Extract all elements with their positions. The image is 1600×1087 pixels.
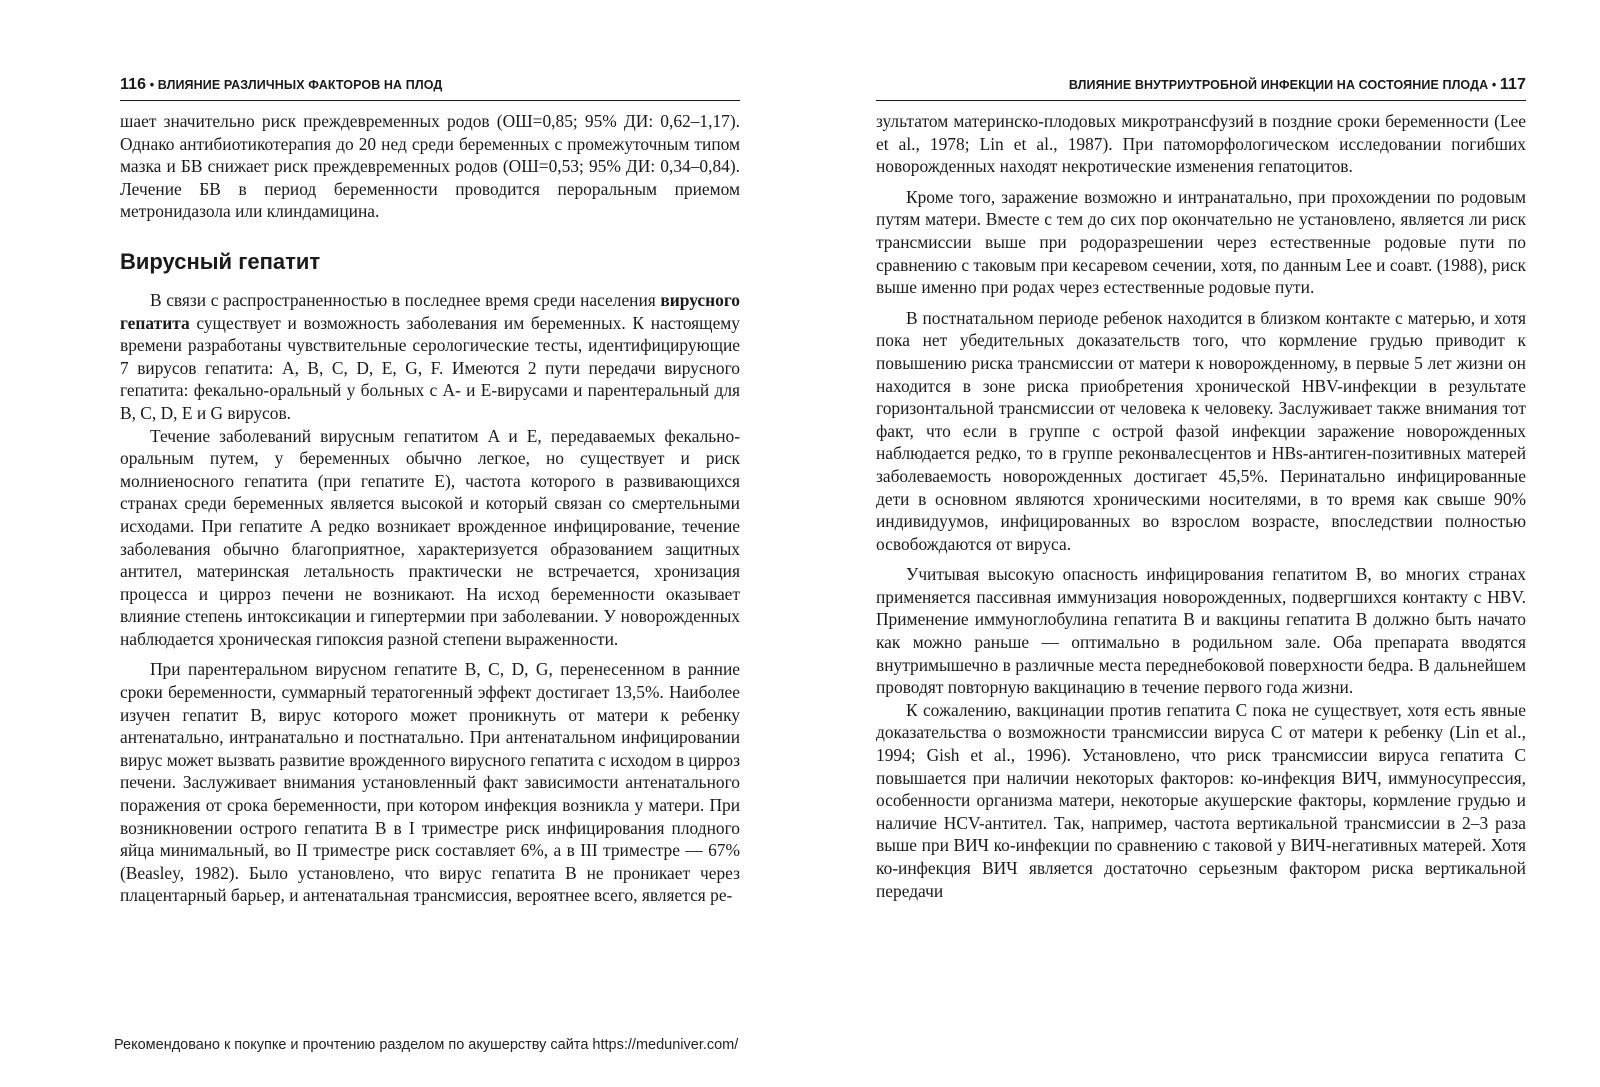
paragraph-postnatal: В постнатальном периоде ребенок находится в близком контакте с матерью, и хотя пока нет убедительных доказательств того, что кормление грудью приводит к повышению риска трансмиссии от матери к новорожденному, в первые 5 лет жизни он находится в зоне риска приобретения хронической HBV-инфекции в результате горизонтальной трансмиссии от человека к человеку. Заслуживает также внимания тот факт, что если в группе с острой фазой инфекции заражение новорожденных наблюдается редко, то в группе реконвалесцентов и HBs-антиген-позитивных матерей заболеваемость новорожденных достигает 45,5%. Перинатально инфицированные дети в основном являются хроническими носителями, в то время как свыше 90% индивидуумов, инфицированных во взрослом возрасте, впоследствии полностью освобождаются от вируса. [876,307,1526,554]
footer-recommendation: Рекомендовано к покупке и прочтению разделом по акушерству сайта https://meduniver.com/ [114,1037,739,1053]
paragraph-continued: шает значительно риск преждевременных родов (ОШ=0,85; 95% ДИ: 0,62–1,17). Однако антибиотикотерапия до 20 нед среди беременных с промежуточным типом мазка и БВ снижает риск преждевременных родов (ОШ=0,53; 95% ДИ: 0,34–0,84). Лечение БВ в период беременности проводится пероральным приемом метронидазола или клиндамицина. [120,111,740,222]
page-number-right: 117 [1499,76,1526,93]
running-head-right [876,76,1526,101]
paragraph-hepatitis-c: К сожалению, вакцинации против гепатита C пока не существует, хотя есть явные доказательства о возможности трансмиссии вируса C от матери к ребенку (Lin et al., 1994; Gish et al., 1996). Установлено, что риск трансмиссии вируса гепатита C повышается при наличии некоторых факторов: ко-инфекция ВИЧ, иммуносупрессия, особенности организма матери, некоторые акушерские факторы, кормление грудью и наличие HCV-антител. Так, например, частота вертикальной трансмиссии в 2–3 раза выше при ВИЧ ко-инфекции по сравнению с таковой у ВИЧ-негативных матерей. Хотя ко-инфекция ВИЧ является достаточно серьезным фактором риска вертикальной передачи [876,699,1526,901]
right-page [876,0,1526,1087]
page-number-left: 116 [120,76,147,93]
section-heading: Вирусный гепатит [120,248,321,274]
running-title-left: ВЛИЯНИЕ РАЗЛИЧНЫХ ФАКТОРОВ НА ПЛОД [157,78,443,92]
section-p1-rest: существует и возможность заболевания им беременных. К настоящему времени разработаны чувствительные серологические тесты, идентифицирующие 7 вирусов гепатита: A, B, C, D, E, G, F. Имеются 2 пути передачи вирусного гепатита: фекально-оральный у больных с A- и E-вирусами и парентеральный для B, C, D, E и G вирусов. [120,312,740,423]
paragraph-immunization: Учитывая высокую опасность инфицирования гепатитом B, во многих странах применяется пассивная иммунизация новорожденных, подвергшихся контакту с HBV. Применение иммуноглобулина гепатита B и вакцины гепатита B должно быть начато как можно раньше — оптимально в родильном зале. Оба препарата вводятся внутримышечно в различные места переднебоковой поверхности бедра. В дальнейшем проводят повторную вакцинацию в течение первого года жизни. [876,564,1526,698]
section-paragraph-2: Течение заболеваний вирусным гепатитом A и E, передаваемых фекально-оральным путем, у беременных обычно легкое, но существует и риск молниеносного гепатита (при гепатите E), частота которого в развивающихся странах среди беременных является высокой и который связан со смертельными исходами. При гепатите A редко возникает врожденное инфицирование, течение заболевания обычно благоприятное, характеризуется образованием защитных антител, материнская летальность практически не встречается, хронизация процесса и цирроз печени не возникают. На исход беременности оказывает влияние степень интоксикации и гипертермии при заболевании. У новорожденных наблюдается хроническая гипоксия разной степени выраженности. [120,425,740,649]
paragraph-intranatal: Кроме того, заражение возможно и интранатально, при прохождении по родовым путям матери. Вместе с тем до сих пор окончательно не установлено, является ли риск трансмиссии выше при родоразрешении через естественные родовые пути по сравнению с таковым при кесаревом сечении, хотя, по данным Lee и соавт. (1988), риск выше именно при родах через естественные родовые пути. [876,186,1526,298]
left-page-body [120,110,740,907]
section-paragraph-3: При парентеральном вирусном гепатите B, C, D, G, перенесенном в ранние сроки беременности, суммарный тератогенный эффект достигает 13,5%. Наиболее изучен гепатит B, вирус которого может проникнуть от матери к ребенку антенатально, интранатально и постнатально. При антенатальном инфицировании вирус может вызвать развитие врожденного вирусного гепатита с исходом в цирроз печени. Заслуживает внимания установленный факт зависимости антенатального поражения от срока беременности, при котором инфекция возникла у матери. При возникновении острого гепатита B в I триместре риск инфицирования плодного яйца минимальный, во II триместре риск составляет 6%, а в III триместре — 67% (Beasley, 1982). Было установлено, что вирус гепатита B не проникает через плацентарный барьер, и антенатальная трансмиссия, вероятнее всего, является ре- [120,659,740,906]
section-paragraph-1 [120,289,740,425]
left-page [120,0,740,1087]
running-title-right: ВЛИЯНИЕ ВНУТРИУТРОБНОЙ ИНФЕКЦИИ НА СОСТОЯНИЕ ПЛОДА [1068,78,1489,92]
right-page-body [876,110,1526,902]
paragraph-continued-right: зультатом материнско-плодовых микротрансфузий в поздние сроки беременности (Lee et al., 1978; Lin et al., 1987). При патоморфологическом исследовании погибших новорожденных находят некротические изменения гепатоцитов. [876,111,1526,177]
section-p1-intro: В связи с распространенностью в последнее время среди населения [150,289,661,310]
running-head-left [120,76,740,101]
header-bullet-left: • [149,78,155,92]
header-bullet-right: • [1491,78,1497,92]
section-p1-bold-term: вирусного гепатита [120,289,740,333]
